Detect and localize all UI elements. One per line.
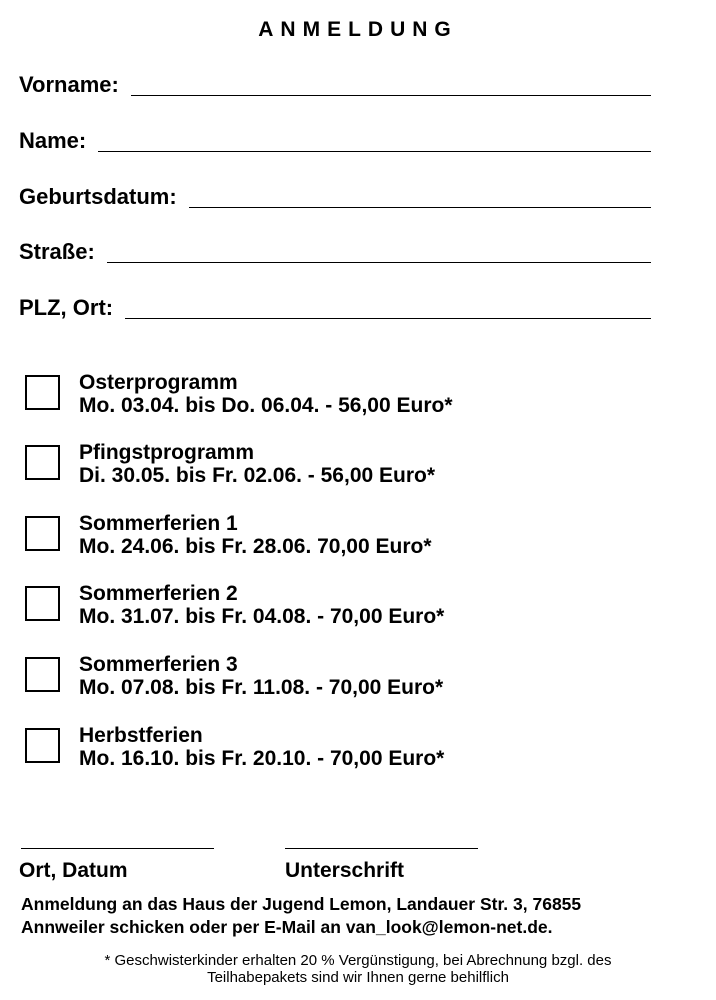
footnote (0, 952, 716, 986)
option-details: Mo. 03.04. bis Do. 06.04. - 56,00 Euro* (79, 394, 453, 417)
option-details: Di. 30.05. bis Fr. 02.06. - 56,00 Euro* (79, 464, 436, 487)
option-details: Mo. 24.06. bis Fr. 28.06. 70,00 Euro* (79, 535, 432, 558)
field-label-vorname: Vorname: (19, 72, 119, 97)
field-vorname[interactable] (19, 68, 651, 98)
checkbox-osterprogramm[interactable] (25, 375, 60, 410)
option-name: Pfingstprogramm (79, 441, 255, 464)
field-label-strasse: Straße: (19, 239, 95, 264)
place-date-line[interactable] (21, 848, 214, 849)
place-date-label: Ort, Datum (19, 859, 128, 882)
signature-line[interactable] (285, 848, 478, 849)
option-text (79, 441, 435, 487)
option-sommerferien-3[interactable] (25, 653, 665, 705)
option-details: Mo. 07.08. bis Fr. 11.08. - 70,00 Euro* (79, 676, 444, 699)
field-line-vorname[interactable] (131, 95, 651, 96)
footnote-line: * Geschwisterkinder erhalten 20 % Vergünstigung, bei Abrechnung bzgl. des (104, 952, 612, 969)
option-text (79, 582, 444, 628)
option-sommerferien-1[interactable] (25, 512, 665, 564)
option-text (79, 512, 432, 558)
field-label-geburtsdatum: Geburtsdatum: (19, 184, 177, 209)
field-line-strasse[interactable] (107, 262, 651, 263)
field-geburtsdatum[interactable] (19, 180, 651, 210)
option-name: Herbstferien (79, 724, 203, 747)
field-name[interactable] (19, 124, 651, 154)
footnote-line: Teilhabepakets sind wir Ihnen gerne behilflich (207, 969, 509, 986)
field-plz-ort[interactable] (19, 291, 651, 321)
field-strasse[interactable] (19, 235, 651, 265)
form-title: ANMELDUNG (258, 18, 458, 41)
option-text (79, 724, 444, 770)
option-name: Sommerferien 2 (79, 582, 238, 605)
checkbox-herbstferien[interactable] (25, 728, 60, 763)
checkbox-sommerferien-3[interactable] (25, 657, 60, 692)
checkbox-sommerferien-2[interactable] (25, 586, 60, 621)
field-line-plz-ort[interactable] (125, 318, 651, 319)
option-herbstferien[interactable] (25, 724, 665, 776)
field-line-name[interactable] (98, 151, 651, 152)
send-instructions-line: Anmeldung an das Haus der Jugend Lemon, Landauer Str. 3, 76855 (21, 894, 582, 914)
checkbox-sommerferien-1[interactable] (25, 516, 60, 551)
signature-label: Unterschrift (285, 859, 405, 882)
field-line-geburtsdatum[interactable] (189, 207, 651, 208)
option-name: Sommerferien 1 (79, 512, 238, 535)
checkbox-pfingstprogramm[interactable] (25, 445, 60, 480)
field-label-name: Name: (19, 128, 87, 153)
option-text (79, 371, 453, 417)
option-sommerferien-2[interactable] (25, 582, 665, 634)
option-details: Mo. 16.10. bis Fr. 20.10. - 70,00 Euro* (79, 747, 445, 770)
send-instructions-line: Annweiler schicken oder per E-Mail an van_look@lemon-net.de. (21, 917, 553, 937)
option-osterprogramm[interactable] (25, 371, 665, 423)
field-label-plz-ort: PLZ, Ort: (19, 295, 114, 320)
option-text (79, 653, 443, 699)
option-name: Sommerferien 3 (79, 653, 238, 676)
option-details: Mo. 31.07. bis Fr. 04.08. - 70,00 Euro* (79, 605, 445, 628)
option-pfingstprogramm[interactable] (25, 441, 665, 493)
send-instructions (21, 893, 701, 939)
option-name: Osterprogramm (79, 371, 238, 394)
